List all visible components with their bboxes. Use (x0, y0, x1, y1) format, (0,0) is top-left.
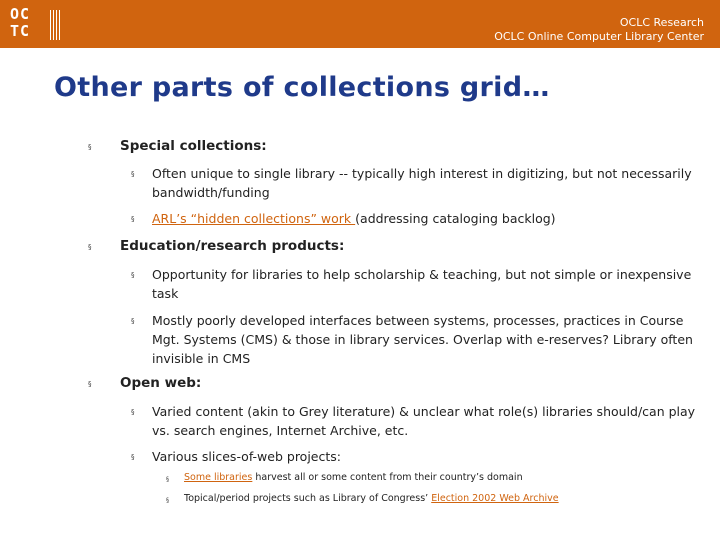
logo-bars-icon (50, 10, 60, 40)
org-line-2: OCLC Online Computer Library Center (494, 30, 704, 43)
organization-name (494, 16, 704, 44)
list-item (152, 209, 700, 228)
bullet-icon: § (88, 243, 92, 251)
sub-list-item (184, 472, 704, 483)
org-line-1: OCLC Research (619, 16, 704, 29)
list-item: Mostly poorly developed interfaces between systems, processes, practices in Course Mgt. Systems (CMS) & those in library services. Overlap with e-reserves? Library often invisible in CMS (152, 313, 693, 366)
bullet-icon: § (166, 497, 169, 504)
slide-title: Other parts of collections grid… (54, 72, 550, 103)
logo-bottom-text: TC (10, 22, 31, 40)
bullet-icon: § (131, 170, 135, 178)
bullet-icon: § (131, 271, 135, 279)
section-heading-open-web: Open web: (120, 375, 202, 391)
section-heading-special: Special collections: (120, 138, 267, 154)
bullet-icon: § (131, 453, 135, 461)
header-bar (0, 0, 720, 48)
list-item-text: (addressing cataloging backlog) (355, 211, 556, 226)
list-item: Often unique to single library -- typically high interest in digitizing, but not necessarily bandwidth/funding (152, 166, 692, 200)
some-libraries-link[interactable]: Some libraries (184, 472, 253, 483)
list-item: Varied content (akin to Grey literature) & unclear what role(s) libraries should/can play vs. search engines, Internet Archive, etc. (152, 404, 696, 438)
bullet-icon: § (166, 476, 169, 483)
sub-list-item-text: Topical/period projects such as Library of Congress’ (184, 493, 432, 504)
arl-hidden-collections-link[interactable]: ARL’s “hidden collections” work (152, 211, 356, 226)
list-item: Opportunity for libraries to help scholarship & teaching, but not simple or inexpensive task (152, 267, 692, 301)
list-item: Various slices-of-web projects: (152, 449, 341, 464)
bullet-icon: § (88, 143, 92, 151)
sub-list-item (184, 493, 704, 504)
bullet-icon: § (131, 408, 135, 416)
bullet-icon: § (88, 380, 92, 388)
bullet-icon: § (131, 317, 135, 325)
oclc-logo (10, 6, 44, 42)
sub-list-item-text: harvest all or some content from their country’s domain (252, 472, 523, 483)
bullet-icon: § (131, 215, 135, 223)
logo-top-text: OC (10, 5, 31, 23)
section-heading-education: Education/research products: (120, 238, 345, 254)
election-2002-archive-link[interactable]: Election 2002 Web Archive (431, 493, 559, 504)
